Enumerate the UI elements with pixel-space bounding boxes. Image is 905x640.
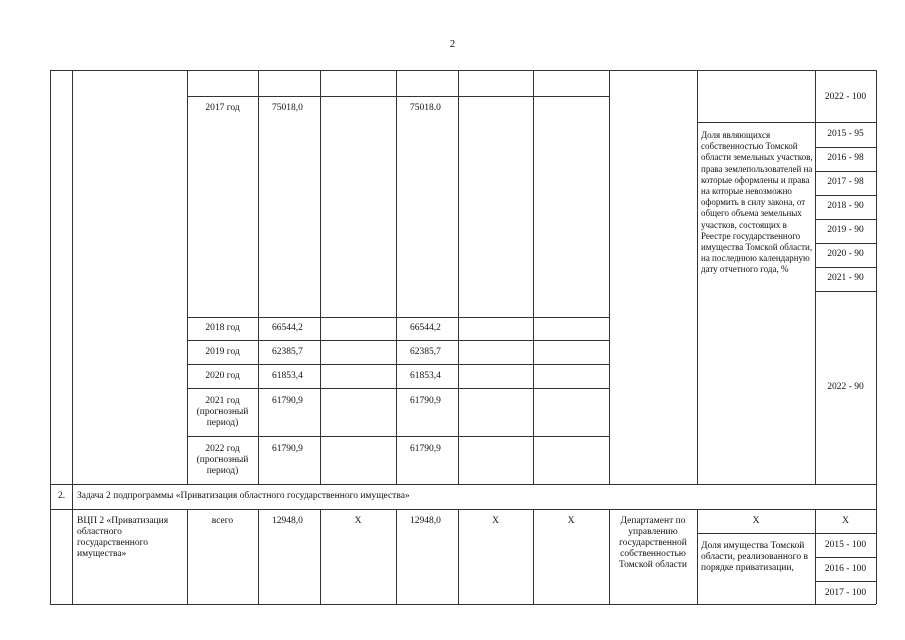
indicator-value: 2019 - 90 xyxy=(827,225,864,235)
total-cell: 66544,2 xyxy=(272,323,303,333)
indicator-value: 2020 - 90 xyxy=(827,249,864,259)
indicator-value: 2017 - 98 xyxy=(827,177,864,187)
year-cell: 2017 год xyxy=(205,103,240,113)
program-name: ВЦП 2 «Приватизация областного государственного имущества» xyxy=(77,516,169,559)
regional-cell: 61790,9 xyxy=(410,444,441,454)
task-number: 2. xyxy=(58,491,66,501)
indicator-value: 2021 - 90 xyxy=(827,273,864,283)
year-cell: 2019 год xyxy=(205,347,240,357)
year-cell: 2021 год (прогнозный период) xyxy=(196,396,249,428)
regional-cell: 61853,4 xyxy=(410,371,441,381)
regional-cell: 12948,0 xyxy=(410,516,441,526)
indicator-value-top: 2022 - 100 xyxy=(824,92,867,102)
regional-cell: 75018.0 xyxy=(410,103,441,113)
indicator-value: 2016 - 100 xyxy=(824,564,867,574)
page-number: 2 xyxy=(449,38,456,50)
other-cell: Х xyxy=(567,516,575,526)
regional-cell: 61790,9 xyxy=(410,396,441,406)
indicator-value: 2022 - 90 xyxy=(827,382,864,392)
year-cell: 2022 год (прогнозный период) xyxy=(196,444,249,476)
total-cell: 62385,7 xyxy=(272,347,303,357)
indicator-value: 2017 - 100 xyxy=(824,588,867,598)
indicator-value-top: Х xyxy=(842,516,849,526)
indicator-value: 2015 - 100 xyxy=(824,540,867,550)
indicator-value: 2015 - 95 xyxy=(827,129,864,139)
total-cell: 12948,0 xyxy=(272,516,303,526)
indicator-value: 2016 - 98 xyxy=(827,153,864,163)
federal-cell: Х xyxy=(354,516,362,526)
period-cell: всего xyxy=(211,516,234,526)
indicator-value: 2018 - 90 xyxy=(827,201,864,211)
total-cell: 75018,0 xyxy=(272,103,303,113)
regional-cell: 66544,2 xyxy=(410,323,441,333)
task-title: Задача 2 подпрограммы «Приватизация областного государственного имущества» xyxy=(77,491,410,501)
executor-cell: Департамент по управлению государственной собственностью Томской области xyxy=(619,516,687,570)
total-cell: 61853,4 xyxy=(272,371,303,381)
local-cell: Х xyxy=(492,516,499,526)
year-cell: 2020 год xyxy=(205,371,240,381)
year-cell: 2018 год xyxy=(205,323,240,333)
indicator-description: Доля имущества Томской области, реализованного в порядке приватизации, xyxy=(701,541,808,573)
indicator-description: Доля являющихся собственностью Томской области земельных участков, права землепользователей на которые оформлены и права на которые невозможно оформить в силу закона, от общего объема земельных участков, состоящих в Реестре государственного имущества Томской области, на последнюю календарную дату отчетного года, % xyxy=(701,130,813,275)
total-cell: 61790,9 xyxy=(272,444,303,454)
regional-cell: 62385,7 xyxy=(410,347,441,357)
total-cell: 61790,9 xyxy=(272,396,303,406)
indicator-name-top: Х xyxy=(752,516,760,526)
